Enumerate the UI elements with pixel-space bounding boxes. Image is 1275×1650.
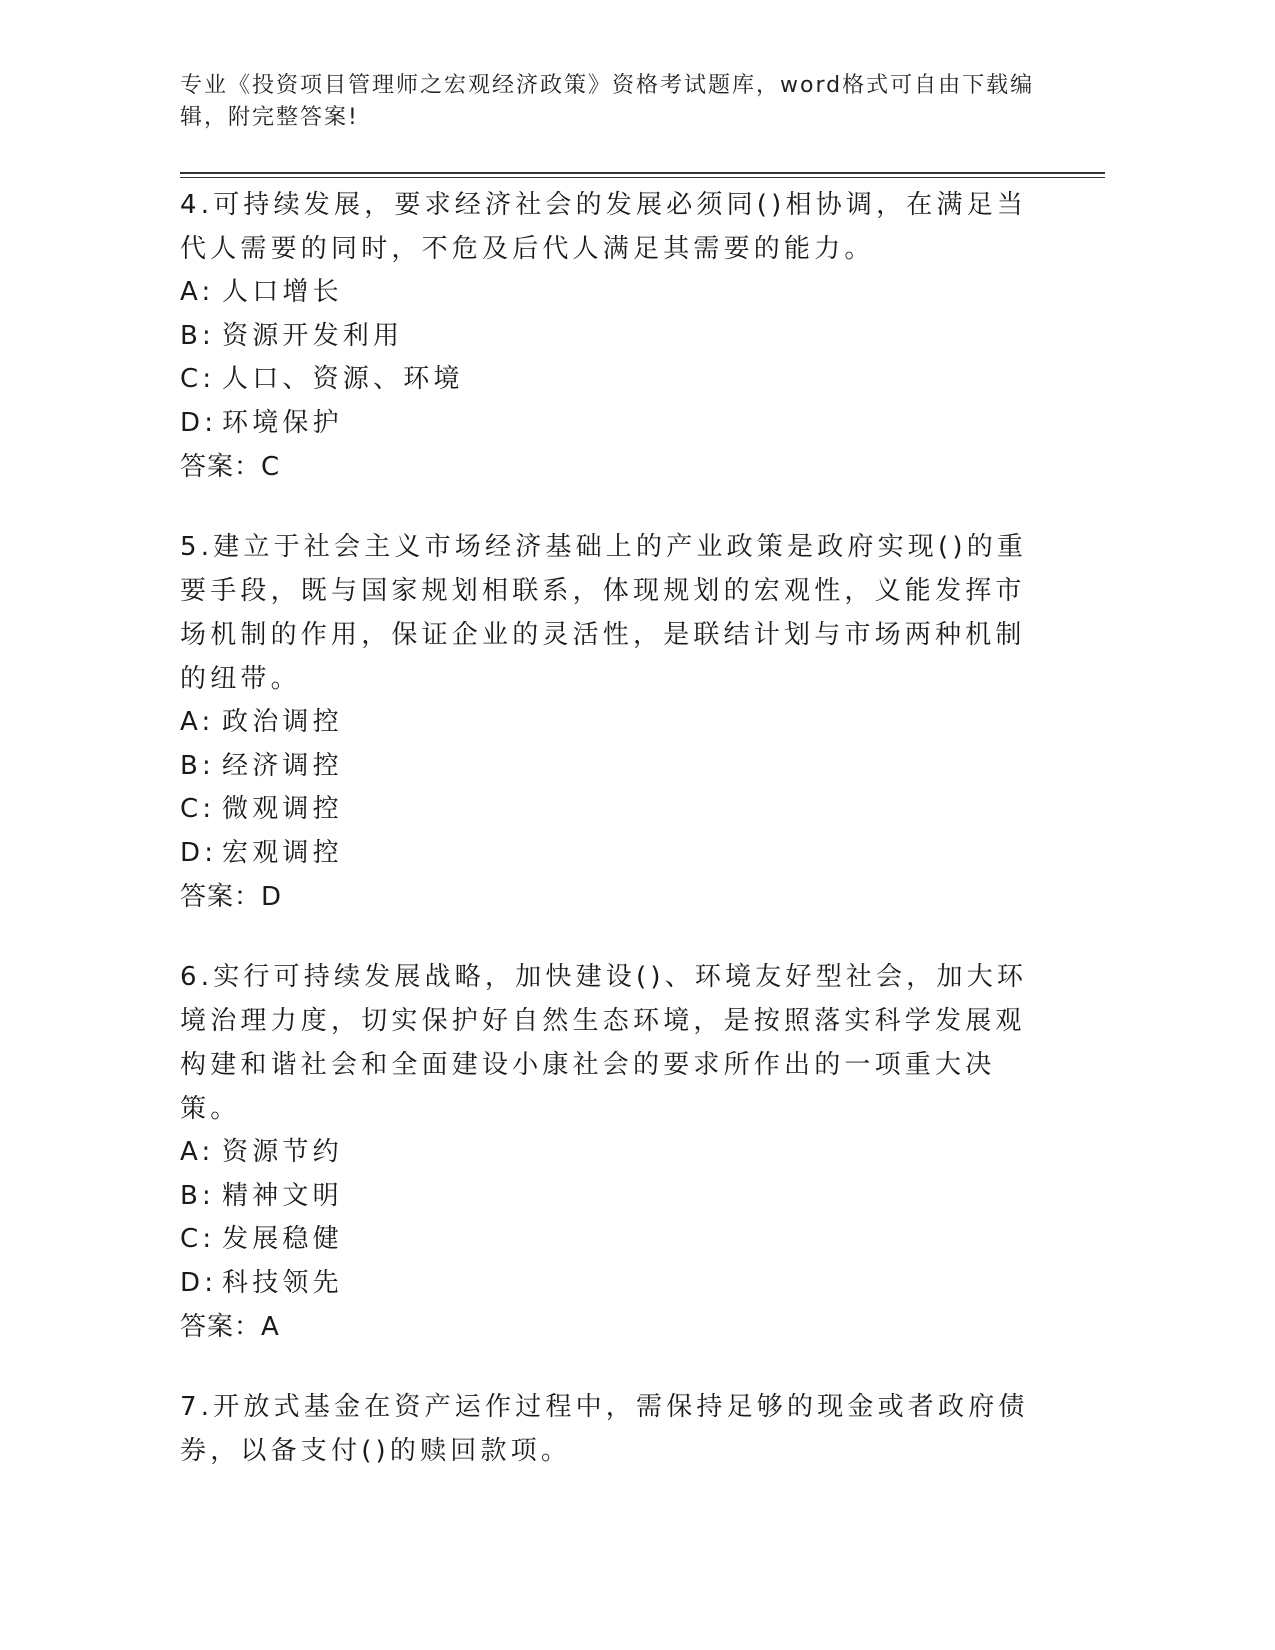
option-text: 宏观调控	[222, 837, 343, 868]
option-letter: A:	[180, 707, 215, 737]
option-letter: A:	[180, 1137, 215, 1167]
option-text: 发展稳健	[222, 1224, 343, 1254]
question-list	[180, 183, 1040, 1509]
option-d	[180, 402, 1040, 446]
option-d	[180, 1262, 1040, 1306]
option-text: 科技领先	[222, 1267, 343, 1298]
option-letter: D:	[180, 1267, 218, 1298]
option-text: 资源节约	[222, 1137, 343, 1167]
question-5	[180, 525, 1040, 919]
option-text: 微观调控	[222, 794, 343, 824]
option-letter: D:	[180, 407, 218, 438]
option-text: 经济调控	[222, 750, 343, 781]
option-b	[180, 745, 1040, 789]
option-text: 环境保护	[222, 407, 343, 438]
question-6	[180, 955, 1040, 1349]
option-b	[180, 315, 1040, 359]
option-c	[180, 1218, 1040, 1262]
option-c	[180, 788, 1040, 832]
question-stem: 5.建立于社会主义市场经济基础上的产业政策是政府实现()的重要手段，既与国家规划相联系，体现规划的宏观性，义能发挥市场机制的作用，保证企业的灵活性，是联结计划与市场两种机制的纽带。	[180, 532, 1028, 694]
header-divider-thin	[180, 177, 1105, 178]
option-letter: A:	[180, 277, 215, 307]
option-letter: B:	[180, 1180, 215, 1211]
question-4	[180, 183, 1040, 489]
option-letter: C:	[180, 794, 216, 824]
option-c	[180, 358, 1040, 402]
header-divider-thick	[180, 172, 1105, 174]
option-letter: C:	[180, 1224, 216, 1254]
option-letter: D:	[180, 837, 218, 868]
question-stem: 7.开放式基金在资产运作过程中，需保持足够的现金或者政府债券，以备支付()的赎回款项。	[180, 1392, 1029, 1466]
option-text: 资源开发利用	[222, 320, 404, 351]
option-text: 政治调控	[222, 707, 343, 737]
document-header: 专业《投资项目管理师之宏观经济政策》资格考试题库，word格式可自由下载编辑，附完整答案!	[180, 73, 1035, 130]
option-a	[180, 1131, 1040, 1175]
answer-line: 答案：D	[180, 882, 283, 912]
question-stem: 6.实行可持续发展战略，加快建设()、环境友好型社会，加大环境治理力度，切实保护好自然生态环境，是按照落实科学发展观构建和谐社会和全面建设小康社会的要求所作出的一项重大决策。	[180, 962, 1028, 1124]
option-a	[180, 271, 1040, 315]
option-letter: B:	[180, 750, 215, 781]
question-7	[180, 1385, 1040, 1473]
answer-line: 答案：C	[180, 452, 281, 482]
option-text: 人口增长	[222, 277, 343, 307]
option-a	[180, 701, 1040, 745]
option-d	[180, 832, 1040, 876]
option-text: 精神文明	[222, 1180, 343, 1211]
option-letter: C:	[180, 364, 216, 394]
option-text: 人口、资源、环境	[222, 364, 464, 394]
answer-line: 答案：A	[180, 1312, 280, 1342]
option-b	[180, 1175, 1040, 1219]
question-stem: 4.可持续发展，要求经济社会的发展必须同()相协调，在满足当代人需要的同时，不危及后代人满足其需要的能力。	[180, 190, 1028, 264]
option-letter: B:	[180, 320, 215, 351]
